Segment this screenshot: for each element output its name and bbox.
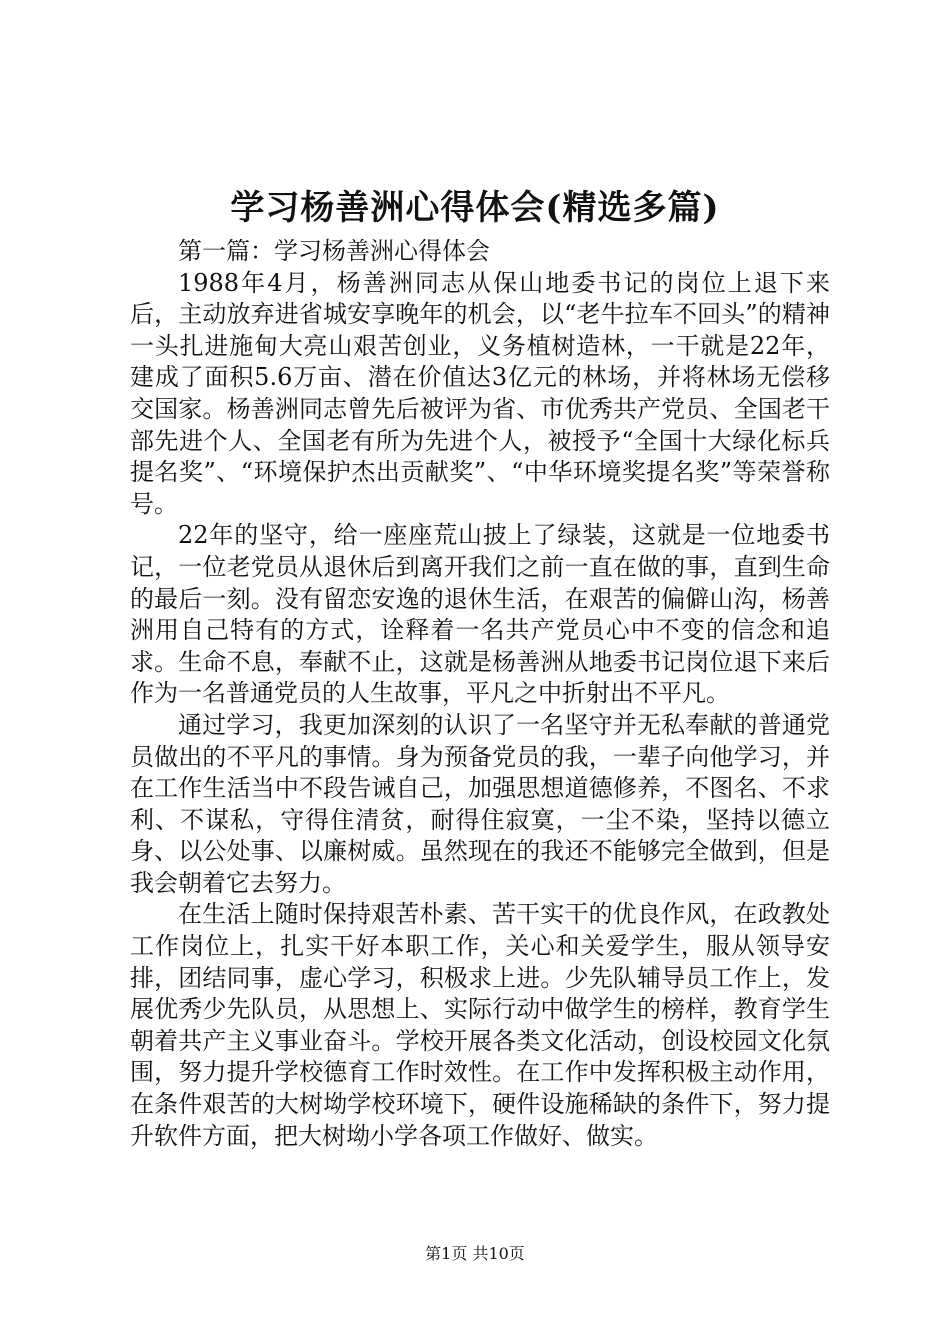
paragraph: 通过学习，我更加深刻的认识了一名坚守并无私奉献的普通党员做出的不平凡的事情。身为预备党员的我，一辈子向他学习，并在工作生活当中不段告诫自己，加强思想道德修养，不图名、不求利、不谋私，守得住清贫，耐得住寂寞，一尘不染，坚持以德立身、以公处事、以廉树威。虽然现在的我还不能够完全做到，但是我会朝着它去努力。 — [130, 710, 830, 897]
paragraph: 在生活上随时保持艰苦朴素、苦干实干的优良作风，在政教处工作岗位上，扎实干好本职工作，关心和关爱学生，服从领导安排，团结同事，虚心学习，积极求上进。少先队辅导员工作上，发展优秀少先队员，从思想上、实际行动中做学生的榜样，教育学生朝着共产主义事业奋斗。学校开展各类文化活动，创设校园文化氛围，努力提升学校德育工作时效性。在工作中发挥积极主动作用，在条件艰苦的大树坳学校环境下，硬件设施稀缺的条件下，努力提升软件方面，把大树坳小学各项工作做好、做实。 — [130, 900, 830, 1150]
paragraph: 22年的坚守，给一座座荒山披上了绿装，这就是一位地委书记，一位老党员从退休后到离开我们之前一直在做的事，直到生命的最后一刻。没有留恋安逸的退休生活，在艰苦的偏僻山沟，杨善洲用自己特有的方式，诠释着一名共产党员心中不变的信念和追求。生命不息，奉献不止，这就是杨善洲从地委书记岗位退下来后作为一名普通党员的人生故事，平凡之中折射出不平凡。 — [130, 521, 830, 708]
section-heading: 第一篇：学习杨善洲心得体会 — [178, 237, 490, 265]
page-number-footer: 第1页 共10页 — [425, 1244, 525, 1263]
paragraph: 1988年4月，杨善洲同志从保山地委书记的岗位上退下来后，主动放弃进省城安享晚年的机会，以“老牛拉车不回头”的精神一头扎进施甸大亮山艰苦创业，义务植树造林，一干就是22年，建成了面积5.6万亩、潜在价值达3亿元的林场，并将林场无偿移交国家。杨善洲同志曾先后被评为省、市优秀共产党员、全国老干部先进个人、全国老有所为先进个人，被授予“全国十大绿化标兵提名奖”、“环境保护杰出贡献奖”、“中华环境奖提名奖”等荣誉称号。 — [130, 268, 830, 518]
document-title: 学习杨善洲心得体会(精选多篇) — [230, 188, 720, 228]
document-body — [130, 236, 830, 1152]
